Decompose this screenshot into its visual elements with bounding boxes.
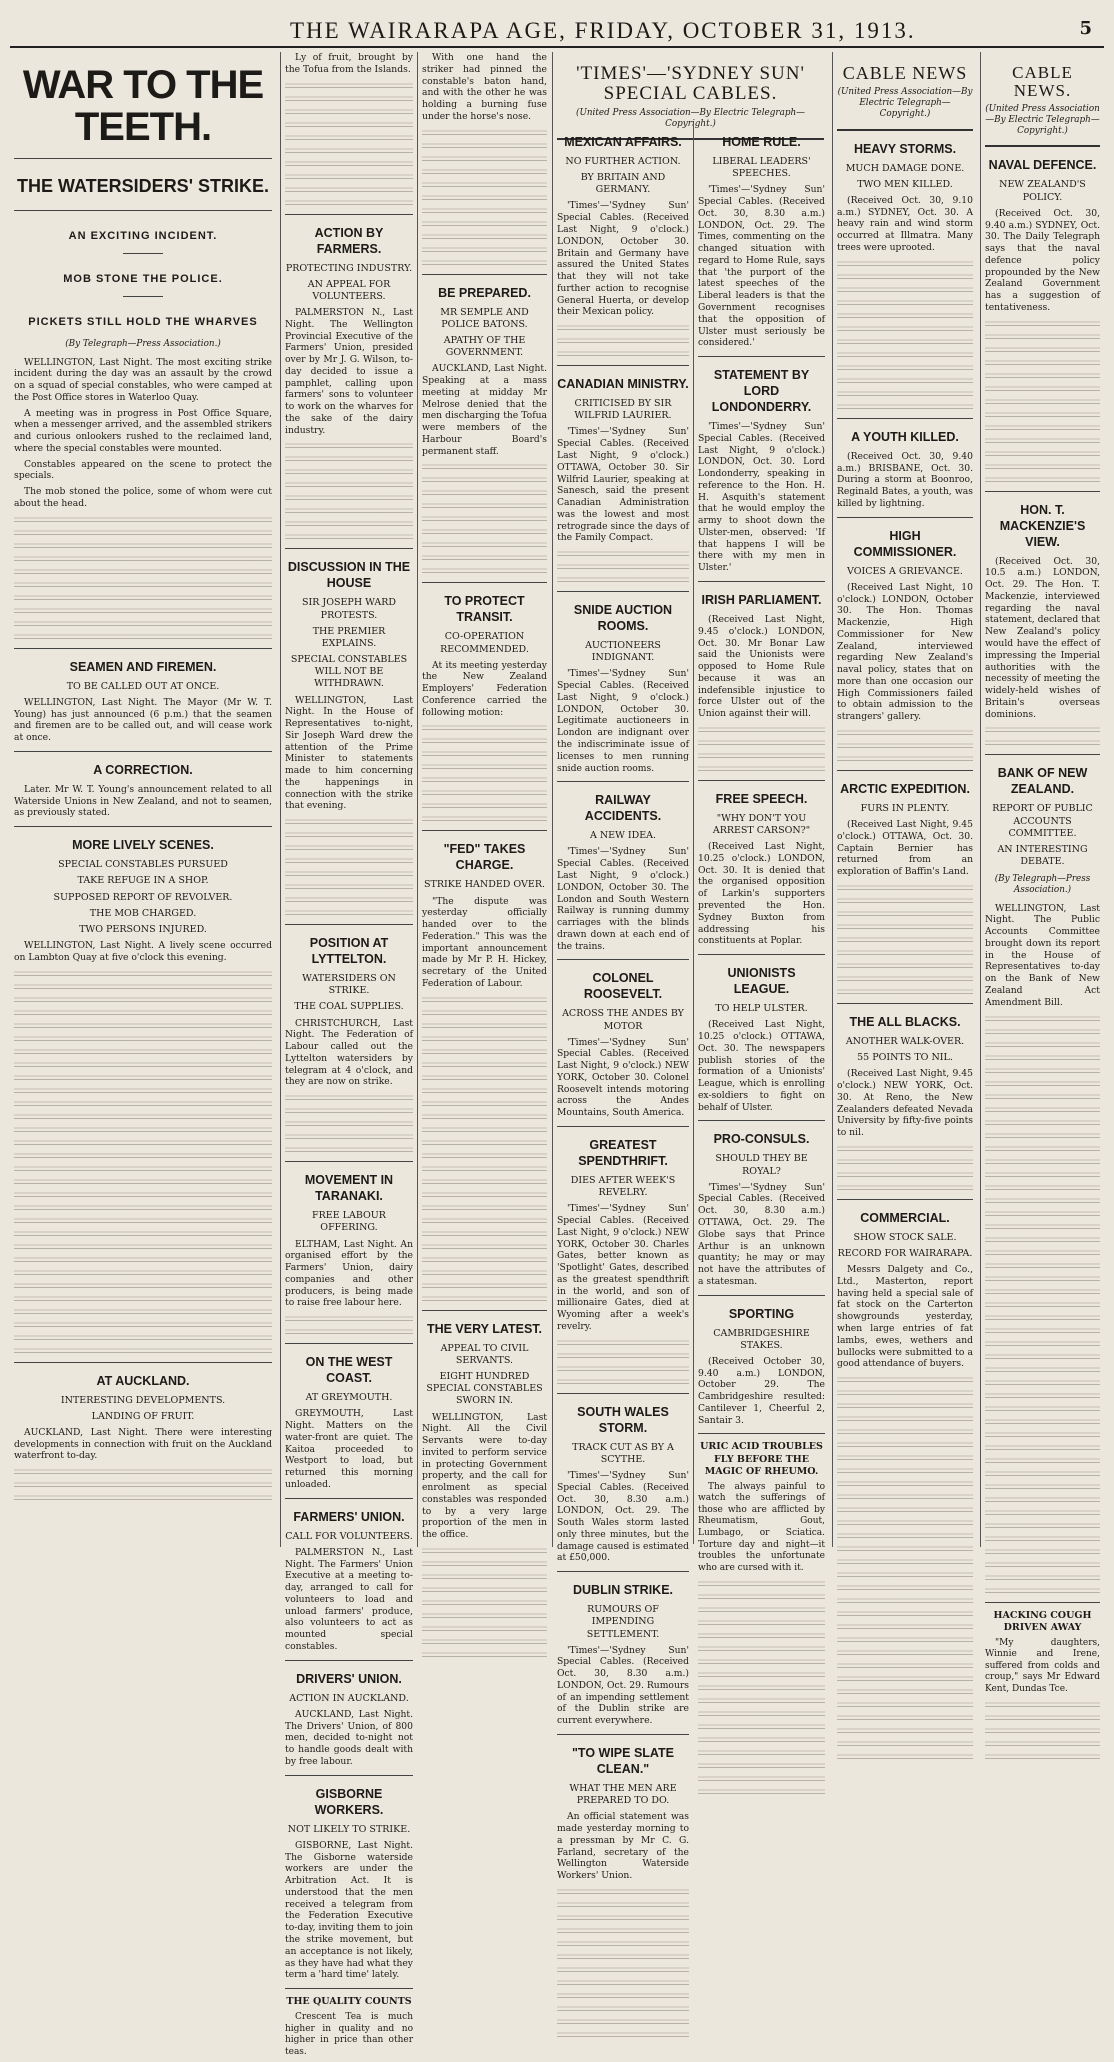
section-subheading: THE PREMIER EXPLAINS. — [312, 625, 386, 649]
section-subheading: ANOTHER WALK-OVER. — [845, 1035, 965, 1047]
article-paragraph: A meeting was in progress in Post Office Square, when a messenger arrived, and the assembled strikers and curious onlookers rushed to the reclaimed land, where the special constables were mounted. — [14, 407, 272, 454]
section-heading: UNIONISTS LEAGUE. — [727, 966, 796, 997]
section-subheading: CRITICISED BY SIR WILFRID LAURIER. — [574, 398, 672, 422]
section-subheading: RECORD FOR WAIRARAPA. — [837, 1248, 973, 1259]
article-paragraph: (Received Oct. 30, 10.5 a.m.) LONDON, Oct. 29. The Hon. T. Mackenzie, interviewed regarding the naval statement, declared that New Zealand's policy would have the effect of impressing the Imperial authorities with the necessity of meeting the widely-held wishes of Britain's overseas dominions. — [985, 555, 1100, 720]
section-heading: A YOUTH KILLED. — [851, 429, 959, 444]
section-heading: MEXICAN AFFAIRS. — [564, 135, 682, 149]
column-3b — [693, 124, 825, 1573]
article-paragraph: Ly of fruit, brought by the Tofua from the Islands. — [285, 52, 413, 75]
section-subheading: SIR JOSEPH WARD PROTESTS. — [301, 597, 397, 621]
article-paragraph: WELLINGTON, Last Night. In the House of Representatives to-night, Sir Joseph Ward drew the attention of the Prime Minister to statements made to him concerning the happenings in connection with the strike that evening. — [285, 694, 413, 812]
article-paragraph: GISBORNE, Last Night. The Gisborne waterside workers are under the Arbitration Act. It is understood that the men received a telegram from the Federation Executive to-day, inviting them to join the strike movement, but an acceptance is not likely, as they have had what they term a 'hard time' lately. — [285, 1839, 413, 1981]
column-2a — [285, 52, 413, 2062]
article-paragraph: 'Times'—'Sydney Sun' Special Cables. (Received Last Night, 9 o'clock.) LONDON, October 30. The London and South Western Railway is running dummy carriages with the blinds drawn down at each end of the trains. — [557, 846, 689, 952]
article-paragraph: PALMERSTON N., Last Night. The Farmers' Union Executive at a meeting to-day, arranged to call for volunteers to load and unload farmers' produce, also volunteers to act as mounted special constables. — [285, 1546, 413, 1652]
newspaper-title: THE WAIRARAPA AGE, FRIDAY, OCTOBER 31, 1913. — [290, 18, 916, 43]
section-subheading: CO-OPERATION RECOMMENDED. — [440, 631, 529, 655]
article-paragraph: (Received Last Night, 9.45 o'clock.) LONDON, Oct. 30. Mr Bonar Law said the Unionists were opposed to Home Rule because it was an indefensible injustice to force Ulster out of the Union against their will. — [698, 613, 825, 720]
section-heading: SEAMEN AND FIREMEN. — [69, 659, 217, 674]
section-heading: SOUTH WALES STORM. — [577, 1404, 669, 1435]
section-subheading: STRIKE HANDED OVER. — [423, 879, 546, 891]
section-heading: HON. T. MACKENZIE'S VIEW. — [999, 502, 1086, 549]
subhead-mob: MOB STONE THE POLICE. — [63, 273, 223, 286]
section-heading: THE VERY LATEST. — [426, 1321, 543, 1336]
section-subheading: SHOW STOCK SALE. — [853, 1231, 957, 1243]
section-subheading: THE MOB CHARGED. — [89, 907, 197, 919]
section-subheading: APPEAL TO CIVIL SERVANTS. — [440, 1342, 529, 1366]
section-subheading: LIBERAL LEADERS' SPEECHES. — [712, 156, 811, 180]
section-subheading: LANDING OF FRUIT. — [91, 1410, 195, 1422]
article-paragraph: (Received Last Night, 9.45 o'clock.) OTTAWA, Oct. 30. Captain Bernier has returned from an exploration of Baffin's Land. — [837, 819, 973, 878]
section-heading: AT AUCKLAND. — [96, 1373, 190, 1388]
section-subheading: FURS IN PLENTY. — [860, 802, 950, 814]
section-heading: ACTION BY FARMERS. — [314, 225, 384, 256]
article-paragraph: 'Times'—'Sydney Sun' Special Cables. (Received Last Night, 9 o'clock.) LONDON, Oct. 30. Lord Londonderry, speaking in reference to the Hon. H. H. Asquith's statement that he would employ the army to shoot down the Ulster-men, observed: 'If that happens I will be there with my men in Ulster.' — [698, 421, 825, 574]
cables-banner: 'TIMES'—'SYDNEY SUN' SPECIAL CABLES. — [576, 63, 805, 104]
section-subheading: 55 POINTS TO NIL. — [857, 1052, 953, 1064]
section-heading: FREE SPEECH. — [715, 791, 808, 806]
advert-title: THE QUALITY COUNTS — [286, 1996, 412, 2008]
section-subheading: CAMBRIDGESHIRE STAKES. — [713, 1327, 810, 1351]
article-paragraph: ELTHAM, Last Night. An organised effort by the Farmers' Union, dairy companies and other producers, is being made to raise free labour here. — [285, 1238, 413, 1309]
section-subheading: TWO PERSONS INJURED. — [79, 923, 207, 935]
section-subheading: DIES AFTER WEEK'S REVELRY. — [570, 1175, 676, 1199]
section-subheading: SHOULD THEY BE ROYAL? — [715, 1153, 808, 1177]
section-heading: MOVEMENT IN TARANAKI. — [304, 1173, 394, 1204]
article-paragraph: (Received Last Night, 10.25 o'clock.) OTTAWA, Oct. 30. The newspapers publish stories of the formation of a Unionists' League, which is enrolling ex-soldiers to fight on behalf of Ulster. — [698, 1019, 825, 1113]
section-subheading: CALL FOR VOLUNTEERS. — [285, 1530, 413, 1542]
article-paragraph: (Received October 30, 9.40 a.m.) LONDON, October 29. The Cambridgeshire resulted: Cantilever 1, Cheerful 2, Santair 3. — [698, 1355, 825, 1426]
strike-headline: THE WATERSIDERS' STRIKE. — [17, 176, 269, 196]
section-subheading: "WHY DON'T YOU ARREST CARSON?" — [712, 812, 811, 837]
section-subheading: BY BRITAIN AND GERMANY. — [580, 172, 666, 196]
page-number: 5 — [1079, 18, 1092, 39]
section-subheading: REPORT OF PUBLIC ACCOUNTS COMMITTEE. — [992, 803, 1093, 839]
masthead — [10, 0, 1104, 48]
section-subheading: FREE LABOUR OFFERING. — [312, 1210, 386, 1234]
article-paragraph: 'Times'—'Sydney Sun' Special Cables. (Received Oct. 30, 8.30 a.m.) LONDON, Oct. 29. Rumours of an impending settlement of the Dublin strike are current everywhere. — [557, 1644, 689, 1727]
section-subheading: WHAT THE MEN ARE PREPARED TO DO. — [569, 1783, 677, 1807]
section-heading: TO PROTECT TRANSIT. — [444, 594, 525, 625]
section-subheading: INTERESTING DEVELOPMENTS. — [60, 1394, 226, 1406]
section-heading: HIGH COMMISSIONER. — [853, 528, 957, 559]
advert-text: The always painful to watch the sufferings of those who are afflicted by Rheumatism, Gout, Lumbago, or Sciatica. Torture day and night—it troubles the unfortunate who are cursed with it. — [698, 1481, 825, 1573]
main-headline: WAR TO THE TEETH. — [22, 63, 264, 149]
article-paragraph: 'Times'—'Sydney Sun' Special Cables. (Received Last Night, 9 o'clock.) OTTAWA, October 30. Sir Wilfrid Laurier, speaking at Sanesch, said the present Canadian Administration was the lowest and most retrograde since the days of the Family Compact. — [557, 426, 689, 544]
section-heading: THE ALL BLACKS. — [849, 1014, 961, 1029]
article-paragraph: 'Times'—'Sydney Sun' Special Cables. (Received Last Night, 9 o'clock.) NEW YORK, October 30. Colonel Roosevelt intends motoring across the Andes Mountains, South America. — [557, 1036, 689, 1119]
article-paragraph: Constables appeared on the scene to protect the specials. — [14, 458, 272, 482]
advert-text: Crescent Tea is much higher in quality and no higher in price than other teas. — [285, 2012, 413, 2057]
section-subheading: AN INTERESTING DEBATE. — [997, 843, 1088, 867]
article-paragraph: (Received Oct. 30, 9.40 a.m.) BRISBANE, Oct. 30. During a storm at Boonroo, Reginald Bates, a youth, was killed by lightning. — [837, 450, 973, 509]
section-subheading: NOT LIKELY TO STRIKE. — [287, 1823, 411, 1835]
section-subheading: TO HELP ULSTER. — [715, 1003, 808, 1015]
article-paragraph: (Received Last Night, 10 o'clock.) LONDON, October 30. The Hon. Thomas Mackenzie, High Commissioner for New Zealand, interviewed regarding New Zealand's naval policy, states that on more than one occasion our High Commissioners failed to obtain admission to the strangers' gallery. — [837, 581, 973, 723]
article-paragraph: Messrs Dalgety and Co., Ltd., Masterton, report having held a special sale of fat stock on the Carterton showgrounds yesterday, when large entries of fat lambs, ewes, wethers and bullocks were submitted to a good attendance of buyers. — [837, 1264, 973, 1370]
article-paragraph: "The dispute was yesterday officially handed over to the Federation." This was the important announcement made by Mr P. H. Hickey, secretary of the United Federation of Labour. — [422, 895, 547, 989]
article-paragraph: (Received Last Night, 10.25 o'clock.) LONDON, Oct. 30. It is denied that the organised opposition of Larkin's supporters prevented the Hon. Sydney Buxton from addressing his constituents at Poplar. — [698, 841, 825, 947]
section-heading: STATEMENT BY LORD LONDONDERRY. — [711, 368, 812, 415]
section-subheading: ACROSS THE ANDES BY MOTOR — [562, 1008, 684, 1032]
column-4 — [832, 52, 977, 1547]
subhead-pickets: PICKETS STILL HOLD THE WHARVES — [28, 316, 258, 329]
article-paragraph: GREYMOUTH, Last Night. Matters on the water-front are quiet. The Kaitoa proceeded to Westport to load, but returned this morning unloaded. — [285, 1408, 413, 1490]
section-subheading: SUPPOSED REPORT OF REVOLVER. — [53, 891, 233, 903]
section-heading: PRO-CONSULS. — [713, 1132, 810, 1147]
section-heading: BE PREPARED. — [438, 285, 531, 300]
article-paragraph: (Received Oct. 30, 9.40 a.m.) SYDNEY, Oct. 30. The Daily Telegraph says that the naval defence policy propounded by the New Zealand Government has a suggestion of tentativeness. — [985, 207, 1100, 313]
section-subheading: AUCTIONEERS INDIGNANT. — [585, 640, 661, 664]
section-heading: COLONEL ROOSEVELT. — [583, 971, 663, 1002]
article-paragraph: The mob stoned the police, some of whom were cut about the head. — [14, 486, 272, 509]
article-paragraph: AUCKLAND, Last Night. There were interesting developments in connection with fruit on the Auckland waterfront to-day. — [14, 1426, 272, 1462]
article-paragraph: CHRISTCHURCH, Last Night. The Federation of Labour called out the Lyttelton watersiders by telegram at 4 o'clock, and they are now on strike. — [285, 1017, 413, 1088]
byline: (By Telegraph—Press Association.) — [65, 339, 221, 350]
article-paragraph: 'Times'—'Sydney Sun' Special Cables. (Received Oct. 30, 8.30 a.m.) LONDON, Oct. 29. The Times, commenting on the changed situation with regard to Home Rule, says that 'the purport of the latest speeches of the Liberal leaders is that the Government recognises that the opposition of Ulster must seriously be considered.' — [698, 184, 825, 349]
section-heading: RAILWAY ACCIDENTS. — [584, 793, 662, 824]
article-paragraph: Later. Mr W. T. Young's announcement related to all Waterside Unions in New Zealand, and not to seamen, as previously stated. — [14, 783, 272, 819]
section-heading: BANK OF NEW ZEALAND. — [997, 766, 1088, 797]
section-heading: DRIVERS' UNION. — [296, 1671, 402, 1686]
cable-news-credit: (United Press Association—By Electric Telegraph—Copyright.) — [985, 103, 1100, 137]
article-paragraph: AUCKLAND, Last Night. Speaking at a mass meeting at midday Mr Melrose denied that the men discharging the Tofua were members of the Harbour Board's permanent staff. — [422, 363, 547, 457]
section-heading: "FED" TAKES CHARGE. — [443, 842, 526, 873]
section-heading: "TO WIPE SLATE CLEAN." — [572, 1746, 674, 1777]
article-paragraph: WELLINGTON, Last Night. All the Civil Servants were to-day invited to perform service in protecting Government property, and the call for enrolment as special constables was responded to by a very large proportion of the men in the office. — [422, 1411, 547, 1541]
advert-text: "My daughters, Winnie and Irene, suffered from colds and croup," says Mr Edward Kent, Dundas Tce. — [985, 1637, 1100, 1694]
column-3 — [552, 52, 828, 1882]
section-subheading: TWO MEN KILLED. — [857, 178, 953, 190]
cable-news-banner: CABLE NEWS. — [1012, 63, 1073, 100]
byline: (By Telegraph—Press Association.) — [994, 874, 1091, 896]
section-heading: FARMERS' UNION. — [293, 1509, 405, 1524]
article-paragraph: AUCKLAND, Last Night. The Drivers' Union, of 800 men, decided to-night not to handle goods dealt with by free labour. — [285, 1708, 413, 1767]
section-heading: POSITION AT LYTTELTON. — [309, 936, 389, 967]
article-paragraph: WELLINGTON, Last Night. A lively scene occurred on Lambton Quay at five o'clock this evening. — [14, 940, 272, 963]
cable-news-banner: CABLE NEWS — [842, 63, 968, 83]
article-paragraph: 'Times'—'Sydney Sun' Special Cables. (Received Last Night, 9 o'clock.) NEW YORK, October 30. Charles Gates, better known as 'Spotlight' Gates, described as the greatest spendthrift in the world, and son of millionaire Gates, died at Wyoming after a week's revelry. — [557, 1203, 689, 1332]
section-heading: HOME RULE. — [722, 135, 801, 149]
article-paragraph: (Received Last Night, 9.45 o'clock.) NEW YORK, Oct. 30. At Reno, the New Zealanders defeated Nevada University by fifty-five points to nil. — [837, 1068, 973, 1139]
section-heading: HEAVY STORMS. — [853, 141, 957, 156]
section-subheading: AT GREYMOUTH. — [305, 1392, 393, 1404]
section-subheading: NO FURTHER ACTION. — [565, 156, 681, 167]
column-5 — [980, 52, 1104, 1694]
article-paragraph: An official statement was made yesterday morning to a pressman by Mr C. G. Farland, secretary of the Wellington Waterside Workers' Union. — [557, 1811, 689, 1882]
section-heading: NAVAL DEFENCE. — [988, 158, 1097, 173]
column-2b — [417, 52, 547, 1547]
article-paragraph: PALMERSTON N., Last Night. The Wellington Provincial Executive of the Farmers' Union, presided over by Mr J. G. Wilson, to-day decided to issue a pamphlet, calling upon farmers' sons to volunteer to work on the wharves for the sake of the dairy industry. — [285, 307, 413, 436]
cable-news-credit: (United Press Association—By Electric Telegraph—Copyright.) — [837, 86, 973, 120]
section-subheading: RUMOURS OF IMPENDING SETTLEMENT. — [586, 1604, 660, 1640]
section-subheading: TO BE CALLED OUT AT ONCE. — [66, 680, 220, 692]
section-heading: COMMERCIAL. — [860, 1210, 950, 1225]
section-heading: A CORRECTION. — [93, 762, 193, 777]
column-1 — [10, 52, 276, 1547]
section-subheading: MR SEMPLE AND POLICE BATONS. — [440, 306, 529, 330]
section-heading: SNIDE AUCTION ROOMS. — [573, 603, 673, 634]
section-subheading: AN APPEAL FOR VOLUNTEERS. — [307, 278, 391, 302]
advert-title: HACKING COUGH DRIVEN AWAY — [993, 1609, 1092, 1633]
section-heading: SPORTING — [728, 1306, 795, 1321]
section-heading: ON THE WEST COAST. — [305, 1355, 393, 1386]
article-paragraph: 'Times'—'Sydney Sun' Special Cables. (Received Oct. 30, 8.30 a.m.) OTTAWA, Oct. 29. The Globe says that Prince Arthur is an unknown quantity; he may or may not have the attributes of a statesman. — [698, 1181, 825, 1287]
article-paragraph: At its meeting yesterday the New Zealand Employers' Federation Conference carried the following motion: — [422, 659, 547, 718]
section-subheading: APATHY OF THE GOVERNMENT. — [443, 334, 526, 359]
article-paragraph: (Received Oct. 30, 9.10 a.m.) SYDNEY, Oct. 30. A heavy rain and wind storm occurred at Illmatra. Many trees were uprooted. — [837, 194, 973, 254]
article-paragraph: WELLINGTON, Last Night. The most exciting strike incident during the day was an assault by the crowd on a squad of special constables, who were camped at the Post Office stores in Waterloo Quay. — [14, 356, 272, 403]
section-subheading: VOICES A GRIEVANCE. — [847, 565, 963, 577]
section-heading: DUBLIN STRIKE. — [573, 1583, 673, 1598]
section-heading: IRISH PARLIAMENT. — [701, 592, 822, 607]
article-paragraph: With one hand the striker had pinned the constable's baton hand, and with the other he was holding a burning fuse under the horse's nose. — [422, 52, 547, 122]
section-subheading: NEW ZEALAND'S POLICY. — [999, 179, 1086, 203]
section-subheading: EIGHT HUNDRED SPECIAL CONSTABLES SWORN IN. — [426, 1371, 543, 1407]
section-subheading: WATERSIDERS ON STRIKE. — [302, 973, 396, 997]
article-paragraph: WELLINGTON, Last Night. The Mayor (Mr W. T. Young) has just announced (6 p.m.) that the seamen and firemen are to be called out, and will cease work at once. — [14, 696, 272, 744]
section-heading: GREATEST SPENDTHRIFT. — [578, 1138, 668, 1169]
column-2 — [280, 52, 550, 2057]
section-subheading: PROTECTING INDUSTRY. — [285, 262, 413, 274]
section-subheading: THE COAL SUPPLIES. — [294, 1001, 404, 1013]
subhead-exciting: AN EXCITING INCIDENT. — [68, 230, 218, 243]
section-subheading: A NEW IDEA. — [589, 830, 657, 842]
section-subheading: TAKE REFUGE IN A SHOP. — [77, 875, 209, 887]
section-heading: CANADIAN MINISTRY. — [557, 377, 689, 392]
section-subheading: MUCH DAMAGE DONE. — [845, 162, 965, 174]
section-heading: ARCTIC EXPEDITION. — [840, 781, 970, 796]
advert-title: URIC ACID TROUBLES FLY BEFORE THE MAGIC OF RHEUMO. — [700, 1441, 823, 1477]
section-subheading: SPECIAL CONSTABLES WILL NOT BE WITHDRAWN. — [290, 654, 408, 690]
column-3a — [557, 124, 689, 2042]
cables-credit: (United Press Association—By Electric Telegraph—Copyright.) — [576, 107, 805, 130]
section-subheading: ACTION IN AUCKLAND. — [289, 1692, 409, 1704]
section-heading: MORE LIVELY SCENES. — [72, 838, 214, 853]
section-subheading: TRACK CUT AS BY A SCYTHE. — [572, 1441, 674, 1465]
article-paragraph: 'Times'—'Sydney Sun' Special Cables. (Received Last Night, 9 o'clock.) LONDON, October 30. Legitimate auctioneers in London are indignant over the indiscriminate issue of licenses to men running snide auction rooms. — [557, 668, 689, 774]
section-subheading: SPECIAL CONSTABLES PURSUED — [58, 859, 228, 871]
article-paragraph: WELLINGTON, Last Night. The Public Accounts Committee brought down its report in the House of Representatives to-day on the Bank of New Zealand Act Amendment Bill. — [985, 902, 1100, 1008]
article-paragraph: 'Times'—'Sydney Sun' Special Cables. (Received Oct. 30, 8.30 a.m.) LONDON, Oct. 29. The South Wales storm lasted only three minutes, but the damage caused is estimated at £50,000. — [557, 1470, 689, 1564]
article-paragraph: 'Times'—'Sydney Sun' Special Cables. (Received Last Night, 9 o'clock.) LONDON, October 30. Britain and Germany have assured the United States that they will not take further action to recognise General Huerta, or develop their Mexican policy. — [557, 200, 689, 318]
section-heading: GISBORNE WORKERS. — [314, 1786, 384, 1817]
section-heading: DISCUSSION IN THE HOUSE — [287, 560, 411, 591]
